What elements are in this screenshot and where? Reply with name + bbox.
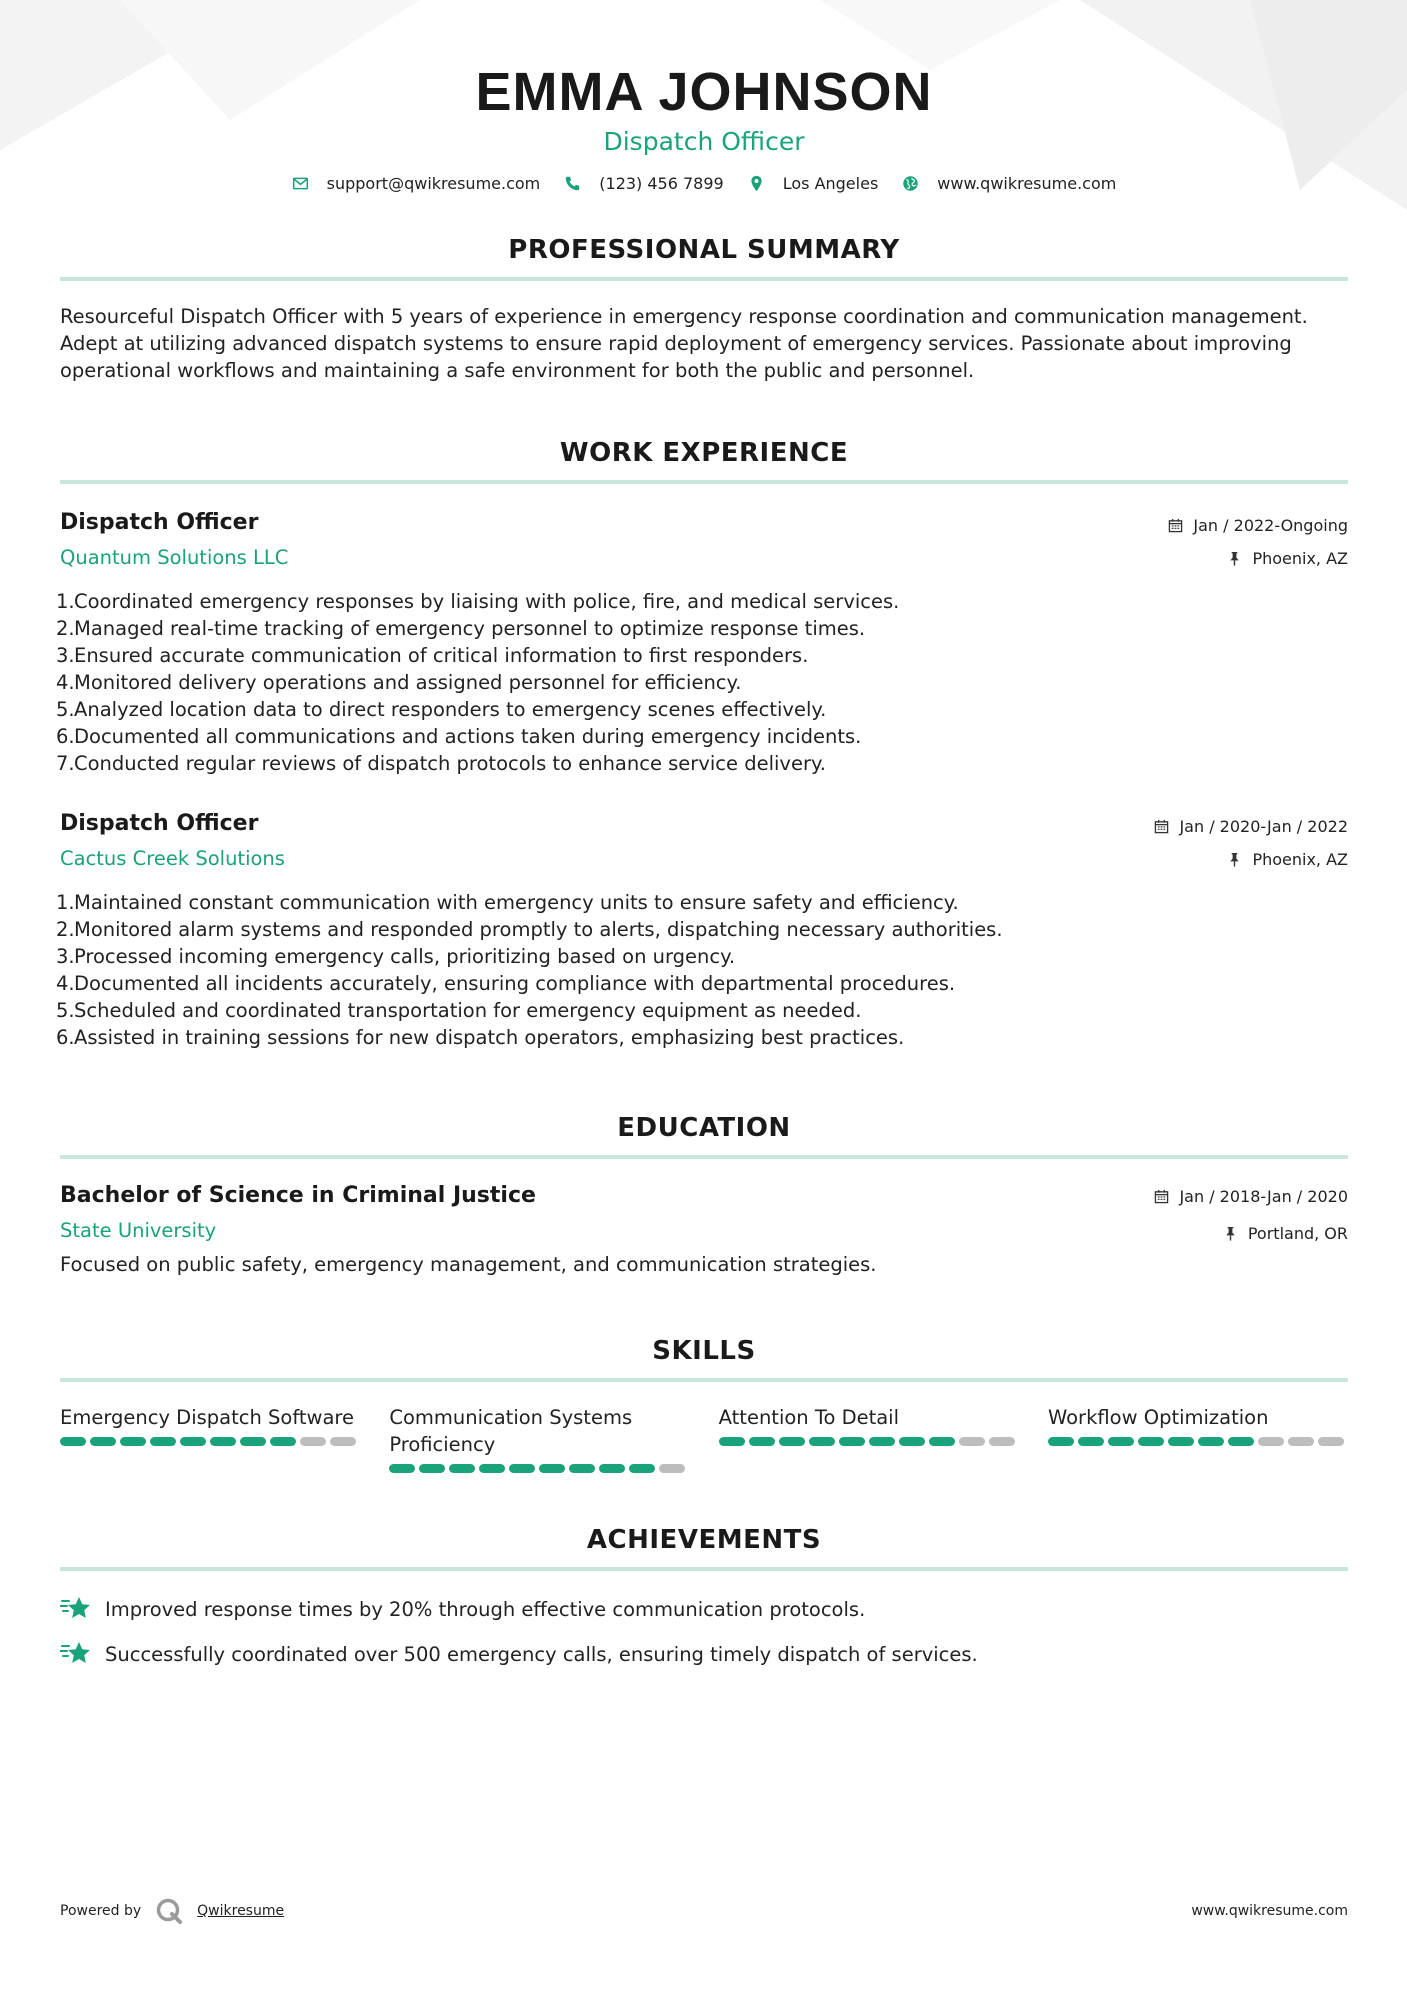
list-item: 6. Assisted in training sessions for new dispatch operators, emphasizing best practices. [56,1026,905,1049]
education-meta [1154,1181,1348,1244]
job-entry [56,508,1348,777]
achievement-item [60,1595,1348,1623]
phone-icon [564,175,581,192]
company-name: Quantum Solutions LLC [60,546,289,569]
skill-dot-filled [180,1437,206,1446]
experience-section [56,438,1348,1051]
list-item-text: Coordinated emergency responses by liaising with police, fire, and medical services. [74,590,900,613]
skills-grid [60,1404,1348,1473]
company-name: Cactus Creek Solutions [60,847,285,870]
list-item-text: Documented all communications and actions taken during emergency incidents. [74,725,862,748]
education-section [60,1113,1348,1278]
list-item: 1. Maintained constant communication with emergency units to ensure safety and efficiency. [56,891,959,914]
degree-title: Bachelor of Science in Criminal Justice [60,1183,536,1208]
summary-section [60,235,1348,384]
skill-item [1048,1404,1348,1473]
skill-dot-filled [809,1437,835,1446]
contact-email-text: support@qwikresume.com [326,174,541,193]
skill-dot-filled [1138,1437,1164,1446]
skill-dot-empty [1318,1437,1344,1446]
skill-dot-empty [1258,1437,1284,1446]
list-item-text: Monitored delivery operations and assigned personnel for efficiency. [74,671,742,694]
job-dates [1168,514,1348,536]
skill-dot-filled [1078,1437,1104,1446]
job-responsibilities [56,588,1348,777]
footer-website[interactable]: www.qwikresume.com [1191,1903,1348,1919]
contact-website[interactable] [902,174,1116,193]
skill-dot-filled [749,1437,775,1446]
skill-dot-filled [779,1437,805,1446]
job-location-text: Phoenix, AZ [1252,548,1348,568]
education-entry [60,1181,1348,1278]
powered-by [60,1897,284,1925]
list-item: 4. Monitored delivery operations and assigned personnel for efficiency. [56,671,742,694]
summary-text: Resourceful Dispatch Officer with 5 years of experience in emergency response coordination and communication management. Adept at utilizing advanced dispatch systems to ensure rapid deployment of emergency services. Passionate about improving operational workflows and maintaining a safe environment for both the public and personnel. [60,305,1308,382]
achievement-item [60,1640,1348,1668]
skill-dot-filled [90,1437,116,1446]
job-meta [1154,809,1348,870]
skill-dot-filled [1168,1437,1194,1446]
list-item: 2. Managed real-time tracking of emergency personnel to optimize response times. [56,617,866,640]
brand-link[interactable]: Qwikresume [197,1903,285,1919]
star-icon [60,1640,92,1668]
job-location-text: Phoenix, AZ [1252,849,1348,869]
skill-dot-filled [479,1464,505,1473]
list-item: 7. Conducted regular reviews of dispatch protocols to enhance service delivery. [56,752,826,775]
list-item-text: Analyzed location data to direct responders to emergency scenes effectively. [74,698,827,721]
education-description: Focused on public safety, emergency management, and communication strategies. [60,1253,877,1276]
skill-dot-filled [569,1464,595,1473]
candidate-name: EMMA JOHNSON [475,62,933,122]
job-entry [56,809,1348,1051]
skill-dot-filled [419,1464,445,1473]
education-location [1154,1222,1348,1244]
skill-dot-filled [1048,1437,1074,1446]
job-meta [1168,508,1348,569]
skill-dot-filled [389,1464,415,1473]
map-pin-icon [748,175,765,192]
job-header [60,809,1348,873]
skill-dot-filled [240,1437,266,1446]
list-item: 6. Documented all communications and actions taken during emergency incidents. [56,725,862,748]
contact-location-text: Los Angeles [782,174,879,193]
list-item-text: Ensured accurate communication of critical information to first responders. [74,644,809,667]
list-item-text: Processed incoming emergency calls, prioritizing based on urgency. [74,945,736,968]
calendar-icon [1168,518,1183,533]
skill-dot-filled [210,1437,236,1446]
list-item: 2. Monitored alarm systems and responded promptly to alerts, dispatching necessary authorities. [56,918,1003,941]
skill-dot-empty [959,1437,985,1446]
resume-page [56,0,1348,1668]
skill-level-meter [389,1464,689,1473]
achievement-text: Improved response times by 20% through effective communication protocols. [105,1597,866,1621]
skill-dot-filled [539,1464,565,1473]
job-responsibilities [56,889,1348,1051]
skill-name: Workflow Optimization [1047,1406,1269,1429]
skill-dot-filled [270,1437,296,1446]
skill-dot-empty [659,1464,685,1473]
calendar-icon [1154,1189,1169,1204]
globe-icon [902,175,919,192]
skill-dot-filled [629,1464,655,1473]
pushpin-icon [1227,852,1242,867]
resume-header [60,0,1348,193]
envelope-icon [292,175,309,192]
job-header [60,508,1348,572]
skill-item [719,1404,1019,1473]
skill-dot-filled [509,1464,535,1473]
education-location-text: Portland, OR [1247,1223,1348,1243]
job-title: Dispatch Officer [60,811,259,836]
education-dates [1154,1185,1348,1207]
skill-dot-filled [1108,1437,1134,1446]
pushpin-icon [1227,551,1242,566]
list-item-text: Monitored alarm systems and responded promptly to alerts, dispatching necessary authorities. [74,918,1003,941]
achievements-heading: ACHIEVEMENTS [60,1525,1348,1571]
list-item: 4. Documented all incidents accurately, ensuring compliance with departmental procedures. [56,972,956,995]
job-dates-text: Jan / 2020-Jan / 2022 [1179,816,1348,836]
skill-dot-filled [60,1437,86,1446]
contact-location [748,174,879,193]
skill-dot-filled [449,1464,475,1473]
skill-dot-empty [1288,1437,1314,1446]
list-item: 3. Processed incoming emergency calls, prioritizing based on urgency. [56,945,736,968]
skill-dot-filled [1228,1437,1254,1446]
star-icon [60,1595,92,1623]
contact-bar [60,174,1348,193]
skill-dot-filled [929,1437,955,1446]
skill-dot-filled [1198,1437,1224,1446]
skill-level-meter [719,1437,1019,1446]
list-item-text: Documented all incidents accurately, ensuring compliance with departmental procedures. [74,972,956,995]
contact-website-text: www.qwikresume.com [937,174,1117,193]
experience-heading: WORK EXPERIENCE [60,438,1348,484]
contact-phone[interactable] [564,174,723,193]
skill-dot-filled [899,1437,925,1446]
skill-dot-filled [839,1437,865,1446]
job-location [1154,848,1348,870]
school-name: State University [60,1219,217,1242]
list-item-text: Managed real-time tracking of emergency personnel to optimize response times. [74,617,866,640]
skill-level-meter [1048,1437,1348,1446]
skill-dot-empty [989,1437,1015,1446]
job-dates [1154,815,1348,837]
job-dates-text: Jan / 2022-Ongoing [1193,515,1348,535]
list-item-text: Maintained constant communication with emergency units to ensure safety and efficiency. [74,891,959,914]
skill-item [60,1404,360,1473]
skills-section [60,1336,1348,1473]
skill-item [389,1404,689,1473]
list-item: 5. Scheduled and coordinated transportation for emergency equipment as needed. [56,999,862,1022]
pushpin-icon [1223,1226,1238,1241]
achievement-text: Successfully coordinated over 500 emergency calls, ensuring timely dispatch of services. [105,1642,978,1666]
list-item: 1. Coordinated emergency responses by liaising with police, fire, and medical services. [56,590,900,613]
job-location [1168,547,1348,569]
skill-dot-filled [120,1437,146,1446]
contact-email[interactable] [292,174,541,193]
skill-dot-empty [300,1437,326,1446]
education-header [60,1181,1348,1245]
candidate-role: Dispatch Officer [603,127,805,156]
qwikresume-logo-icon [155,1897,183,1925]
skill-dot-filled [150,1437,176,1446]
education-heading: EDUCATION [60,1113,1348,1159]
page-footer [60,1897,1348,1925]
skill-dot-filled [869,1437,895,1446]
achievements-section [60,1525,1348,1668]
skill-dot-filled [719,1437,745,1446]
list-item-text: Assisted in training sessions for new dispatch operators, emphasizing best practices. [74,1026,905,1049]
skill-dot-empty [330,1437,356,1446]
list-item-text: Scheduled and coordinated transportation for emergency equipment as needed. [74,999,862,1022]
skill-name: Attention To Detail [718,1406,900,1429]
skill-dot-filled [599,1464,625,1473]
skill-level-meter [60,1437,360,1446]
skill-name: Emergency Dispatch Software [60,1406,354,1429]
list-item: 3. Ensured accurate communication of critical information to first responders. [56,644,809,667]
skills-heading: SKILLS [60,1336,1348,1382]
job-title: Dispatch Officer [60,510,259,535]
list-item-text: Conducted regular reviews of dispatch protocols to enhance service delivery. [74,752,826,775]
powered-by-label: Powered by [60,1903,142,1919]
contact-phone-text: (123) 456 7899 [599,174,724,193]
education-dates-text: Jan / 2018-Jan / 2020 [1179,1186,1348,1206]
skill-name: Communication Systems Proficiency [389,1406,633,1456]
calendar-icon [1154,819,1169,834]
list-item: 5. Analyzed location data to direct responders to emergency scenes effectively. [56,698,827,721]
summary-heading: PROFESSIONAL SUMMARY [60,235,1348,281]
